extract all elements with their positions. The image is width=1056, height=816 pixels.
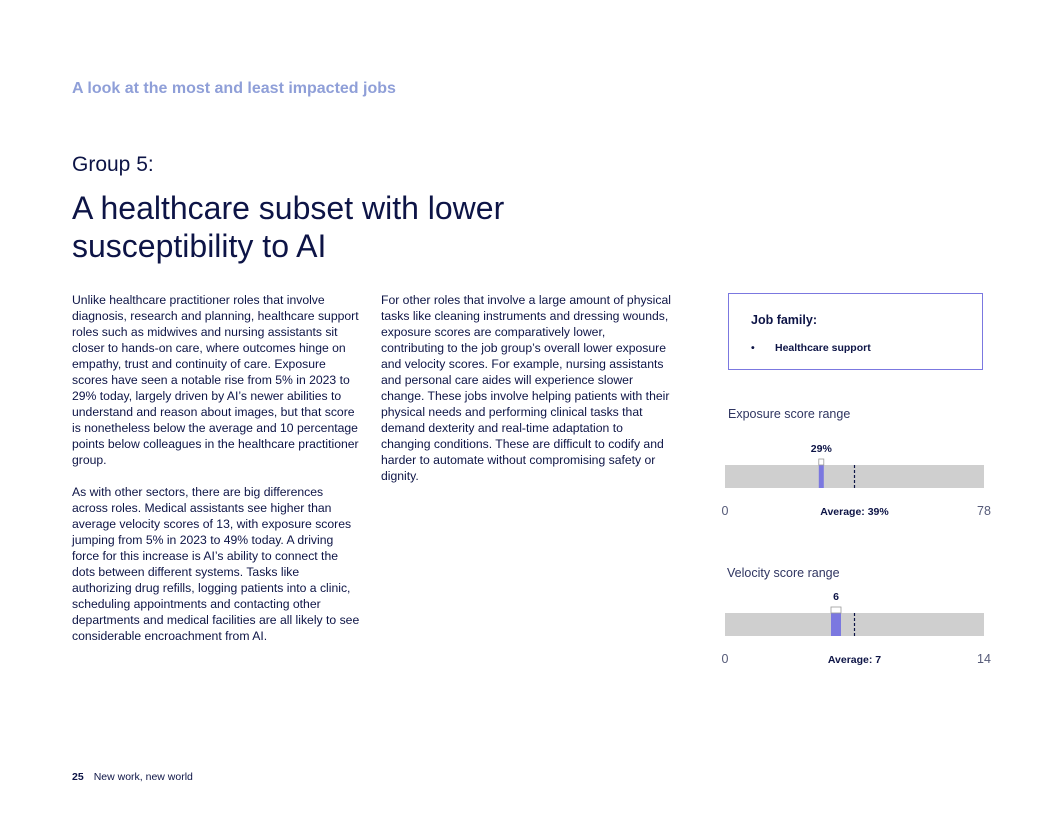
chart-max-label: 78 [977,504,991,518]
body-column-2 [381,292,671,500]
paragraph: Unlike healthcare practitioner roles that involve diagnosis, research and planning, healthcare support roles such as midwives and nursing assistants sit closer to hands-on care, where outcomes hinge on empathy, trust and continuity of care. Exposure scores have seen a notable rise from 5% in 2023 to 29% today, largely driven by AI’s newer abilities to understand and reason about images, but that score is nonetheless below the average and 10 percentage points below colleagues in the healthcare practitioner group. [72,293,359,467]
chart-value-bar [819,465,824,488]
chart-max-label: 14 [977,652,991,666]
job-family-item-label: Healthcare support [775,342,871,354]
body-column-1 [72,292,362,660]
chart-value-bar [831,613,841,636]
chart-min-label: 0 [721,504,729,518]
chart-average-label: Average: 39% [820,506,889,518]
chart-min-label: 0 [721,652,729,666]
publication-name: New work, new world [93,771,193,783]
chart-value-label: 29% [810,443,832,455]
chart-value-marker [819,459,824,465]
paragraph: As with other sectors, there are big differences across roles. Medical assistants see higher than average velocity scores of 13, with exposure scores jumping from 5% in 2023 to 49% today. A driving force for this increase is AI’s ability to connect the dots between different systems. Tasks like authorizing drug refills, logging patients into a clinic, scheduling appointments and contacting other departments and medical facilities are all likely to see considerable encroachment from AI. [72,485,360,643]
exposure-score-chart [700,438,1010,528]
velocity-score-chart [700,586,1010,676]
chart-value-marker [831,607,841,613]
job-family-item [751,342,871,354]
chart-average-label: Average: 7 [827,654,882,666]
exposure-chart-title: Exposure score range [728,407,851,421]
job-family-box [728,293,983,370]
bullet-icon: • [751,342,755,354]
page-number: 25 [72,771,84,783]
paragraph: For other roles that involve a large amount of physical tasks like cleaning instruments and dressing wounds, exposure scores are comparatively lower, contributing to the job group’s overall lower exposure and velocity scores. For example, nursing assistants and personal care aides will experience slower change. These jobs involve helping patients with their physical needs and performing clinical tasks that demand dexterity and real-time adaptation to changing conditions. These are difficult to codify and harder to automate without compromising safety or dignity. [381,293,671,483]
job-family-title: Job family: [751,313,817,327]
page-footer [72,771,193,783]
velocity-chart-title: Velocity score range [727,566,840,580]
section-kicker: A look at the most and least impacted jobs [72,80,396,97]
chart-value-label: 6 [833,591,839,603]
page-title: A healthcare subset with lower susceptibility to AI [72,190,505,264]
group-label: Group 5: [72,153,154,176]
